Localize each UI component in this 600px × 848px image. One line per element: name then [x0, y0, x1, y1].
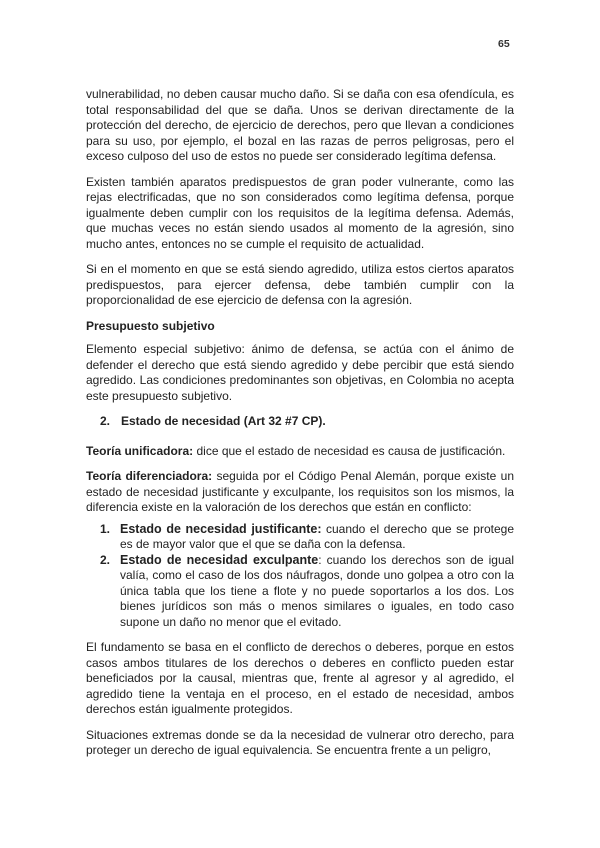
text-justificante: cuando el derecho que se protege es de mayor valor que el que se daña con la defensa.: [120, 521, 514, 551]
heading-presupuesto-subjetivo: Presupuesto subjetivo: [86, 318, 215, 333]
document-body: [86, 87, 514, 769]
term-teoria-unificadora: Teoría unificadora:: [86, 443, 194, 458]
text-teoria-unificadora: dice que el estado de necesidad es causa de justificación.: [193, 443, 506, 458]
text-exculpante: : cuando los derechos son de igual valía, como el caso de los dos náufragos, donde uno golpea a otro con la única tabla que los tiene a flote y no puede soportarlos a los dos. Los bienes jurídicos son más o menos similares o iguales, en todo caso supone un daño no menor que el evitado.: [120, 552, 514, 629]
necesidad-types-list: [86, 522, 514, 631]
section-heading-estado-necesidad: [100, 414, 514, 430]
page-number: 65: [498, 38, 510, 50]
term-exculpante: Estado de necesidad exculpante: [120, 552, 319, 567]
list-item-number: 1.: [100, 521, 111, 536]
paragraph-teoria-diferenciadora: [86, 469, 514, 516]
list-item: [86, 553, 514, 631]
paragraph-aparatos-predispuestos: Existen también aparatos predispuestos de gran poder vulnerante, como las rejas electrificadas, que no son considerados como legítima defensa, porque igualmente deben cumplir con los requisitos de la legítima defensa. Además, que muchas veces no están siendo usados al momento de la agresión, sino mucho antes, entonces no se cumple el requisito de actualidad.: [86, 174, 514, 251]
paragraph-proporcionalidad: Si en el momento en que se está siendo agredido, utiliza estos ciertos aparatos predispuestos, para ejercer defensa, debe también cumplir con la proporcionalidad de ese ejercicio de defensa con la agresión.: [86, 262, 514, 307]
paragraph-elemento-subjetivo: Elemento especial subjetivo: ánimo de defensa, se actúa con el ánimo de defender el derecho que está siendo agredido y debe percibir que está siendo agredido. Las condiciones predominantes son objetivas, en Colombia no acepta este presupuesto subjetivo.: [86, 342, 514, 403]
section-title: Estado de necesidad (Art 32 #7 CP).: [121, 414, 326, 428]
paragraph-teoria-unificadora: [86, 444, 514, 460]
list-item-number: 2.: [100, 552, 111, 567]
paragraph-ofendicula: vulnerabilidad, no deben causar mucho daño. Si se daña con esa ofendícula, es total responsabilidad del que se daña. Unos se derivan directamente de la protección del derecho, de ejercicio de derechos, pero que llevan a condiciones para su uso, por ejemplo, el bozal en las razas de perros peligrosas, pero el exceso culposo del uso de estos no puede ser considerado legítima defensa.: [86, 87, 514, 163]
term-teoria-diferenciadora: Teoría diferenciadora:: [86, 469, 213, 483]
list-item: [86, 522, 514, 553]
text-teoria-diferenciadora: seguida por el Código Penal Alemán, porque existe un estado de necesidad justificante y exculpante, los requisitos son los mismos, la diferencia existe en la valoración de los derechos que están en conflicto:: [86, 469, 514, 514]
term-justificante: Estado de necesidad justificante:: [120, 521, 322, 536]
paragraph-situaciones-extremas: Situaciones extremas donde se da la necesidad de vulnerar otro derecho, para proteger un derecho de igual equivalencia. Se encuentra frente a un peligro,: [86, 727, 514, 757]
section-number: 2.: [100, 414, 111, 428]
paragraph-fundamento: El fundamento se basa en el conflicto de derechos o deberes, porque en estos casos ambos titulares de los derechos o deberes en conflicto pueden estar beneficiados por la causal, mientras que, frente al agresor y al agredido, el agredido tiene la ventaja en el proceso, en el estado de necesidad, ambos derechos están igualmente protegidos.: [86, 640, 514, 716]
